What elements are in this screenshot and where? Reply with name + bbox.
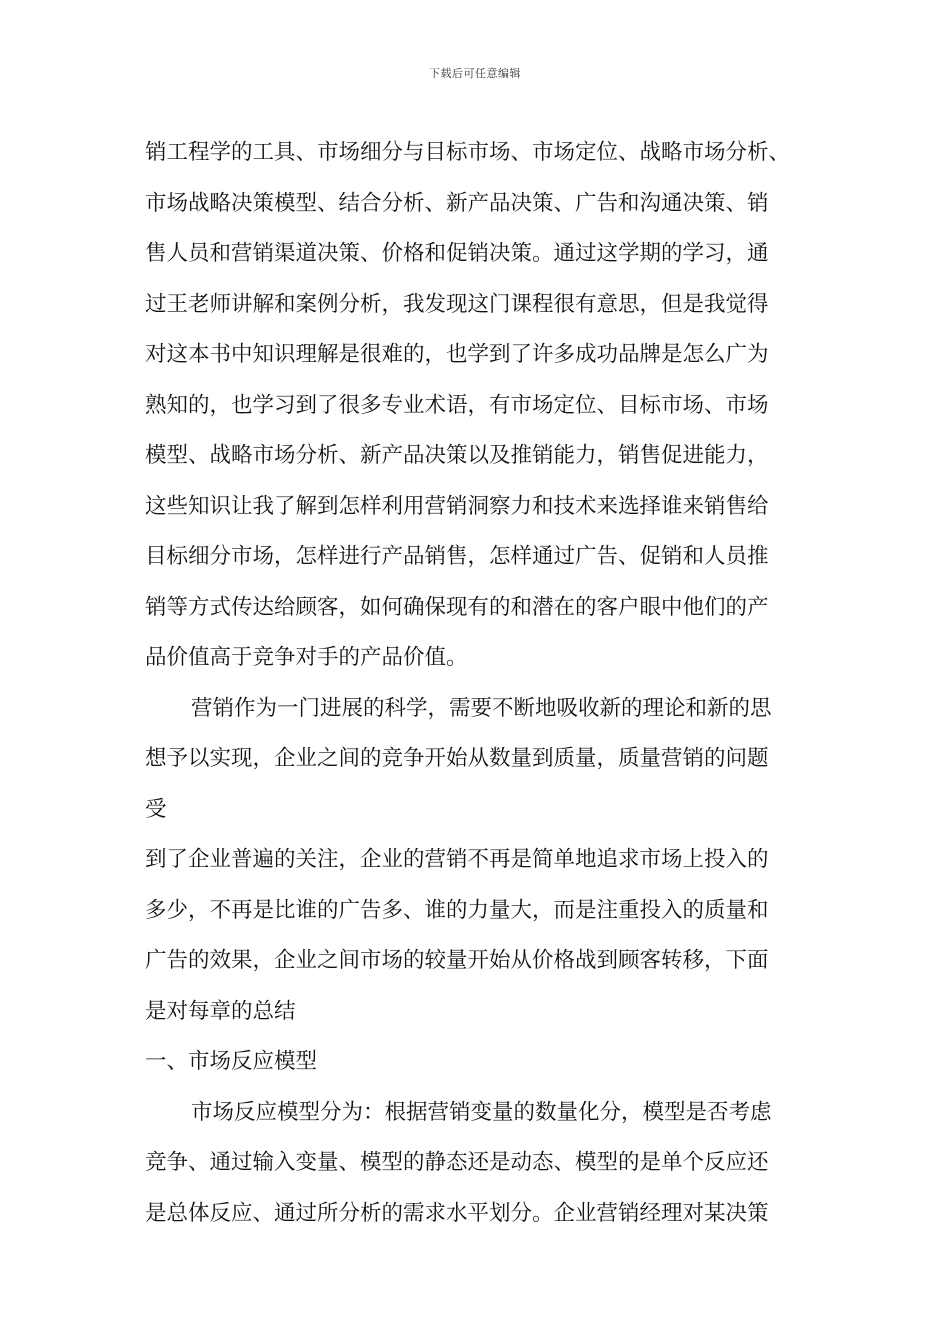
text-line: 广告的效果，企业之间市场的较量开始从价格战到顾客转移，下面 <box>145 948 769 973</box>
text-line: 市场战略决策模型、结合分析、新产品决策、广告和沟通决策、销 <box>145 190 769 216</box>
text-line: 销等方式传达给顾客，如何确保现有的和潜在的客户眼中他们的产 <box>145 594 769 620</box>
text-line: 模型、战略市场分析、新产品决策以及推销能力，销售促进能力， <box>145 443 769 468</box>
page-header: 下载后可任意编辑 <box>429 67 521 80</box>
text-line: 竞争、通过输入变量、模型的静态还是动态、模型的是单个反应还 <box>145 1150 769 1175</box>
text-line: 销工程学的工具、市场细分与目标市场、市场定位、战略市场分析、 <box>145 140 791 165</box>
text-line: 到了企业普遍的关注，企业的营销不再是简单地追求市场上投入的 <box>145 847 769 872</box>
document-body <box>145 128 825 1239</box>
section-heading: 一、市场反应模型 <box>145 1049 318 1074</box>
text-line: 熟知的，也学习到了很多专业术语，有市场定位、目标市场、市场 <box>145 392 769 418</box>
text-line: 品价值高于竞争对手的产品价值。 <box>145 645 468 670</box>
text-line: 过王老师讲解和案例分析，我发现这门课程很有意思，但是我觉得 <box>145 291 769 317</box>
text-line: 对这本书中知识理解是很难的，也学到了许多成功品牌是怎么广为 <box>145 342 769 367</box>
text-line: 目标细分市场，怎样进行产品销售，怎样通过广告、促销和人员推 <box>145 544 769 569</box>
text-line: 是总体反应、通过所分析的需求水平划分。企业营销经理对某决策 <box>145 1200 769 1226</box>
text-line: 售人员和营销渠道决策、价格和促销决策。通过这学期的学习，通 <box>145 241 769 266</box>
text-line: 是对每章的总结 <box>145 998 296 1024</box>
paragraph-start-line: 市场反应模型分为：根据营销变量的数量化分，模型是否考虑 <box>191 1099 772 1125</box>
paragraph-start-line: 营销作为一门进展的科学，需要不断地吸收新的理论和新的思 <box>191 695 772 721</box>
text-line: 这些知识让我了解到怎样利用营销洞察力和技术来选择谁来销售给 <box>145 493 769 519</box>
text-line: 多少，不再是比谁的广告多、谁的力量大，而是注重投入的质量和 <box>145 897 769 923</box>
text-line: 想予以实现，企业之间的竞争开始从数量到质量，质量营销的问题 <box>145 746 769 771</box>
text-line: 受 <box>145 796 167 822</box>
